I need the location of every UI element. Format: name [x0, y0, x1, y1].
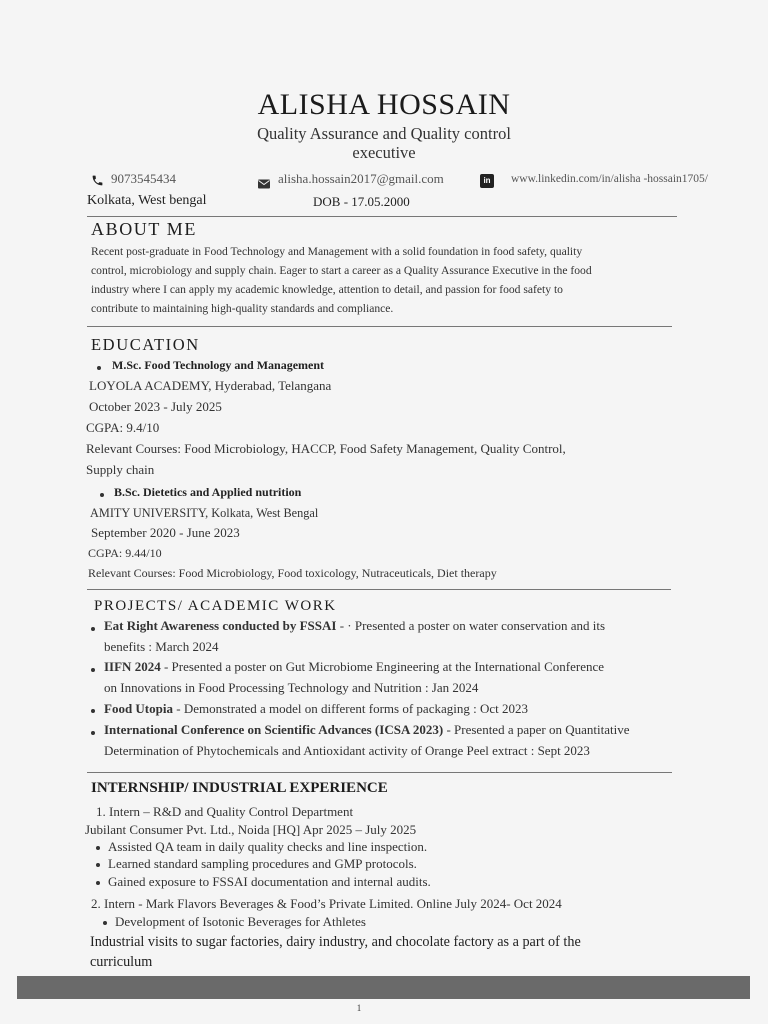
bullet-icon	[97, 366, 101, 370]
bsc-dates: September 2020 - June 2023	[91, 525, 240, 540]
project-item-4-line2: Determination of Phytochemicals and Antioxidant activity of Orange Peel extract : Sept 2023	[104, 743, 590, 758]
intern1-point-3: Gained exposure to FSSAI documentation and internal audits.	[108, 874, 431, 889]
msc-cgpa: CGPA: 9.4/10	[86, 420, 160, 435]
intern1-point-2: Learned standard sampling procedures and GMP protocols.	[108, 856, 417, 871]
bullet-icon	[96, 863, 100, 867]
about-heading: ABOUT ME	[91, 219, 197, 239]
date-of-birth: DOB - 17.05.2000	[313, 194, 410, 209]
bullet-icon	[103, 921, 107, 925]
linkedin-url[interactable]: www.linkedin.com/in/alisha -hossain1705/	[511, 173, 708, 185]
project-item-2-line2: on Innovations in Food Processing Technology and Nutrition : Jan 2024	[104, 680, 479, 695]
msc-courses-line2: Supply chain	[86, 462, 155, 477]
project-item-1-line2: benefits : March 2024	[104, 639, 219, 654]
intern1-title: 1. Intern – R&D and Quality Control Department	[96, 804, 354, 819]
about-line-1: Recent post-graduate in Food Technology and Management with a solid foundation in food safety, quality	[91, 245, 583, 258]
internship-heading: INTERNSHIP/ INDUSTRIAL EXPERIENCE	[91, 780, 388, 796]
divider	[87, 589, 671, 590]
project-item-4: International Conference on Scientific Advances (ICSA 2023) - Presented a paper on Quantitative	[104, 722, 630, 737]
footer-bar	[17, 976, 750, 999]
intern2-point-1: Development of Isotonic Beverages for Athletes	[115, 914, 366, 929]
project-item-3: Food Utopia - Demonstrated a model on different forms of packaging : Oct 2023	[104, 701, 528, 716]
bullet-icon	[91, 709, 95, 713]
msc-dates: October 2023 - July 2025	[89, 399, 222, 414]
phone-icon	[91, 174, 104, 192]
intern1-company: Jubilant Consumer Pvt. Ltd., Noida [HQ] Apr 2025 – July 2025	[85, 822, 417, 837]
about-line-4: contribute to maintaining high-quality standards and compliance.	[91, 302, 394, 315]
msc-courses-line1: Relevant Courses: Food Microbiology, HACCP, Food Safety Management, Quality Control,	[86, 441, 566, 456]
msc-institution: LOYOLA ACADEMY, Hyderabad, Telangana	[89, 378, 332, 393]
about-line-2: control, microbiology and supply chain. Eager to start a career as a Quality Assurance Executive in the food	[91, 264, 592, 277]
project-item-2: IIFN 2024 - Presented a poster on Gut Microbiome Engineering at the International Conference	[104, 659, 604, 674]
bsc-cgpa: CGPA: 9.44/10	[88, 546, 162, 560]
divider	[87, 772, 672, 773]
job-title-line2: executive	[352, 143, 416, 162]
divider	[87, 216, 677, 217]
msc-degree: M.Sc. Food Technology and Management	[112, 358, 325, 372]
candidate-name: ALISHA HOSSAIN	[257, 88, 511, 121]
job-title-line1: Quality Assurance and Quality control	[257, 124, 511, 143]
divider	[87, 326, 672, 327]
location: Kolkata, West bengal	[87, 193, 207, 208]
project-item-1: Eat Right Awareness conducted by FSSAI - · Presented a poster on water conservation and its	[104, 618, 606, 633]
industrial-visits-line1: Industrial visits to sugar factories, dairy industry, and chocolate factory as a part of the	[90, 934, 581, 950]
bsc-degree: B.Sc. Dietetics and Applied nutrition	[114, 485, 302, 499]
bullet-icon	[91, 731, 95, 735]
page-number: 1	[356, 1003, 362, 1013]
industrial-visits-line2: curriculum	[90, 954, 153, 970]
bsc-courses: Relevant Courses: Food Microbiology, Food toxicology, Nutraceuticals, Diet therapy	[88, 566, 497, 580]
bullet-icon	[96, 846, 100, 850]
about-line-3: industry where I can apply my academic knowledge, attention to detail, and passion for food safety to	[91, 283, 563, 296]
phone-number: 9073545434	[111, 171, 176, 186]
bullet-icon	[91, 668, 95, 672]
linkedin-icon: in	[480, 174, 494, 188]
bullet-icon	[91, 627, 95, 631]
intern2-title: 2. Intern - Mark Flavors Beverages & Food’s Private Limited. Online July 2024- Oct 2024	[91, 896, 562, 911]
intern1-point-1: Assisted QA team in daily quality checks and line inspection.	[108, 839, 428, 854]
education-heading: EDUCATION	[91, 335, 200, 354]
email-icon	[258, 176, 270, 194]
email-address[interactable]: alisha.hossain2017@gmail.com	[278, 171, 444, 186]
bullet-icon	[100, 493, 104, 497]
projects-heading: PROJECTS/ ACADEMIC WORK	[94, 598, 337, 614]
bsc-institution: AMITY UNIVERSITY, Kolkata, West Bengal	[90, 506, 319, 520]
bullet-icon	[96, 881, 100, 885]
